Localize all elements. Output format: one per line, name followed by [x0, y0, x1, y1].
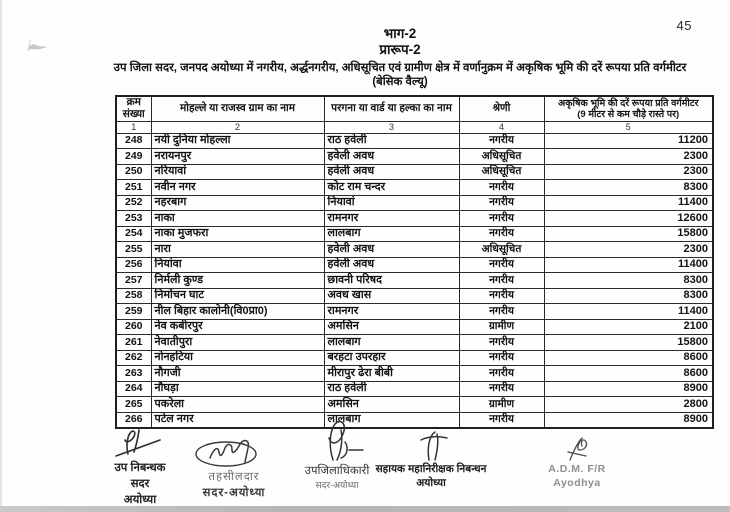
signature-block-sub-registrar	[92, 428, 188, 508]
rate-value-cell: 2300	[544, 164, 713, 180]
signatory-district: अयोध्या	[416, 477, 446, 489]
pargana-name-cell: मीरापुर ढेरा बीबी	[324, 366, 459, 382]
signature-scribble	[192, 436, 276, 470]
signature-scribble	[112, 428, 168, 460]
col-header-rate-line2: (9 मीटर से कम चौड़े रास्ते पर)	[577, 108, 680, 120]
category-cell: नगरीय	[459, 133, 544, 149]
category-cell: नगरीय	[459, 381, 544, 397]
category-cell: नगरीय	[459, 226, 544, 242]
mohalla-name-cell: नौगजी	[151, 366, 324, 382]
col-num: 3	[324, 121, 459, 133]
rate-value-cell: 8300	[544, 273, 713, 289]
serial-number-cell: 265	[116, 397, 151, 413]
mohalla-name-cell: नाका	[151, 211, 324, 227]
category-cell: नगरीय	[459, 366, 544, 382]
land-rate-table	[115, 95, 714, 429]
table-row	[116, 149, 713, 165]
signature-block-aig-registration	[360, 428, 502, 491]
pargana-name-cell: लालबाग	[324, 226, 459, 242]
mohalla-name-cell: नरायनपुर	[151, 149, 324, 165]
signatory-area: सदर-अयोध्या	[202, 487, 266, 499]
rate-value-cell: 2800	[544, 397, 713, 413]
mohalla-name-cell: नरियावां	[151, 164, 324, 180]
category-cell: अधिसूचित	[459, 164, 544, 180]
mohalla-name-cell: नवीन नगर	[151, 180, 324, 196]
rate-value-cell: 15800	[544, 226, 713, 242]
serial-number-cell: 252	[116, 195, 151, 211]
mohalla-name-cell: नेवातीपुरा	[151, 335, 324, 351]
category-cell: ग्रामीण	[459, 319, 544, 335]
category-cell: नगरीय	[459, 304, 544, 320]
serial-number-cell: 260	[116, 319, 151, 335]
mohalla-name-cell: निर्मोचन घाट	[151, 288, 324, 304]
pargana-name-cell: लालबाग	[324, 412, 459, 428]
pargana-name-cell: राठ हवेली	[324, 133, 459, 149]
title-part: भाग-2	[383, 26, 417, 41]
table-row	[116, 180, 713, 196]
table-row	[116, 273, 713, 289]
rate-value-cell: 2300	[544, 149, 713, 165]
table-row	[116, 397, 713, 413]
serial-number-cell: 256	[116, 257, 151, 273]
signatory-area: सदर-अयोध्या	[315, 480, 359, 490]
category-cell: नगरीय	[459, 288, 544, 304]
table-row	[116, 226, 713, 242]
pargana-name-cell: राठ हवेली	[324, 381, 459, 397]
ink-smudge-mark	[24, 36, 50, 56]
mohalla-name-cell: नाका मुजफरा	[151, 226, 324, 242]
signatory-title: उपजिलाधिकारी	[304, 465, 370, 477]
mohalla-name-cell: पकरेला	[151, 397, 324, 413]
category-cell: नगरीय	[459, 350, 544, 366]
category-cell: ग्रामीण	[459, 397, 544, 413]
mohalla-name-cell: निर्मली कुण्ड	[151, 273, 324, 289]
table-row	[116, 350, 713, 366]
signatory-area: सदर	[130, 478, 150, 490]
col-header-rate	[544, 96, 713, 121]
document-title-block	[70, 26, 730, 89]
mohalla-name-cell: नेव कबीरपुर	[151, 319, 324, 335]
rate-value-cell: 11400	[544, 257, 713, 273]
serial-number-cell: 255	[116, 242, 151, 258]
serial-number-cell: 251	[116, 180, 151, 196]
signature-scribble	[307, 420, 367, 464]
col-header-name: मोहल्ले या राजस्व ग्राम का नाम	[151, 96, 324, 121]
signatory-title: सहायक महानिरीक्षक निबन्धन	[375, 463, 487, 475]
rate-value-cell: 12600	[544, 211, 713, 227]
table-row	[116, 242, 713, 258]
title-basic-value: (बेसिक वैल्यू)	[372, 76, 428, 88]
table-row	[116, 133, 713, 149]
serial-number-cell: 254	[116, 226, 151, 242]
scan-left-edge	[0, 0, 2, 512]
table-row	[116, 366, 713, 382]
signatory-district: Ayodhya	[553, 477, 601, 489]
title-description: उप जिला सदर, जनपद अयोध्या में नगरीय, अर्द्धनगरीय, अधिसूचित एवं ग्रामीण क्षेत्र में वर्णानुक्रम में अकृषिक भूमि की दरें रूपया प्रति वर्गमीटर	[113, 62, 687, 74]
serial-number-cell: 257	[116, 273, 151, 289]
col-num: 2	[151, 121, 324, 133]
pargana-name-cell: रामनगर	[324, 304, 459, 320]
pargana-name-cell: रामनगर	[324, 211, 459, 227]
rate-value-cell: 11400	[544, 304, 713, 320]
table-row	[116, 381, 713, 397]
serial-number-cell: 261	[116, 335, 151, 351]
page-number: 45	[676, 18, 692, 33]
pargana-name-cell: कोट राम चन्दर	[324, 180, 459, 196]
table-row	[116, 195, 713, 211]
pargana-name-cell: अवध खास	[324, 288, 459, 304]
table-row	[116, 288, 713, 304]
signature-scribble	[409, 428, 453, 462]
table-row	[116, 211, 713, 227]
category-cell: नगरीय	[459, 412, 544, 428]
column-number-row	[116, 121, 713, 133]
col-num: 5	[544, 121, 713, 133]
serial-number-cell: 253	[116, 211, 151, 227]
serial-number-cell: 266	[116, 412, 151, 428]
pargana-name-cell: हवेली अवध	[324, 257, 459, 273]
serial-number-cell: 248	[116, 133, 151, 149]
serial-number-cell: 263	[116, 366, 151, 382]
category-cell: नगरीय	[459, 180, 544, 196]
col-header-pargana: परगना या वार्ड या हल्का का नाम	[324, 96, 459, 121]
category-cell: अधिसूचित	[459, 149, 544, 165]
serial-number-cell: 259	[116, 304, 151, 320]
rate-value-cell: 8600	[544, 366, 713, 382]
pargana-name-cell: लालबाग	[324, 335, 459, 351]
table-row	[116, 257, 713, 273]
signatory-title: A.D.M. F/R	[548, 463, 606, 475]
rate-value-cell: 2100	[544, 319, 713, 335]
table-row	[116, 164, 713, 180]
rate-value-cell: 8900	[544, 412, 713, 428]
title-form: प्रारूप-2	[379, 42, 421, 57]
category-cell: नगरीय	[459, 335, 544, 351]
serial-number-cell: 264	[116, 381, 151, 397]
rate-value-cell: 11200	[544, 133, 713, 149]
mohalla-name-cell: नारा	[151, 242, 324, 258]
rate-value-cell: 8300	[544, 288, 713, 304]
signature-scribble	[560, 436, 594, 462]
category-cell: नगरीय	[459, 211, 544, 227]
mohalla-name-cell: नयी दुनिया मोहल्ला	[151, 133, 324, 149]
signatory-title: तहसीलदार	[208, 471, 260, 483]
rate-value-cell: 8600	[544, 350, 713, 366]
category-cell: अधिसूचित	[459, 242, 544, 258]
pargana-name-cell: हवेली अवध	[324, 149, 459, 165]
mohalla-name-cell: नौघड़ा	[151, 381, 324, 397]
mohalla-name-cell: नोनहटिया	[151, 350, 324, 366]
signatory-title: उप निबन्धक	[114, 462, 166, 474]
serial-number-cell: 258	[116, 288, 151, 304]
rate-value-cell: 8900	[544, 381, 713, 397]
signatory-district: अयोध्या	[123, 494, 157, 506]
pargana-name-cell: हवेली अवध	[324, 164, 459, 180]
rate-value-cell: 15800	[544, 335, 713, 351]
serial-number-cell: 262	[116, 350, 151, 366]
pargana-name-cell: हवेली अवध	[324, 242, 459, 258]
col-header-rate-line1: अकृषिक भूमि की दरें रूपया प्रति वर्गमीटर	[557, 97, 699, 109]
category-cell: नगरीय	[459, 195, 544, 211]
category-cell: नगरीय	[459, 257, 544, 273]
col-header-category: श्रेणी	[459, 96, 544, 121]
pargana-name-cell: बरहटा उपरहार	[324, 350, 459, 366]
table-row	[116, 335, 713, 351]
mohalla-name-cell: पटेल नगर	[151, 412, 324, 428]
pargana-name-cell: छावनी परिषद	[324, 273, 459, 289]
pargana-name-cell: अमसिन	[324, 397, 459, 413]
mohalla-name-cell: नहरबाग	[151, 195, 324, 211]
table-row	[116, 304, 713, 320]
rate-value-cell: 11400	[544, 195, 713, 211]
table-row	[116, 319, 713, 335]
rate-value-cell: 2300	[544, 242, 713, 258]
pargana-name-cell: नियावां	[324, 195, 459, 211]
table-header-row	[116, 96, 713, 121]
signature-block-adm	[524, 436, 630, 490]
table-row	[116, 412, 713, 428]
serial-number-cell: 250	[116, 164, 151, 180]
category-cell: नगरीय	[459, 273, 544, 289]
col-num: 4	[459, 121, 544, 133]
col-num: 1	[116, 121, 151, 133]
rate-value-cell: 8300	[544, 180, 713, 196]
signature-block-tehsildar	[182, 436, 286, 501]
pargana-name-cell: अमसिन	[324, 319, 459, 335]
col-header-sno: क्रम संख्या	[116, 96, 151, 121]
serial-number-cell: 249	[116, 149, 151, 165]
table-body	[116, 133, 713, 428]
mohalla-name-cell: नियांवा	[151, 257, 324, 273]
mohalla-name-cell: नील बिहार कालोनी(वि0प्रा0)	[151, 304, 324, 320]
